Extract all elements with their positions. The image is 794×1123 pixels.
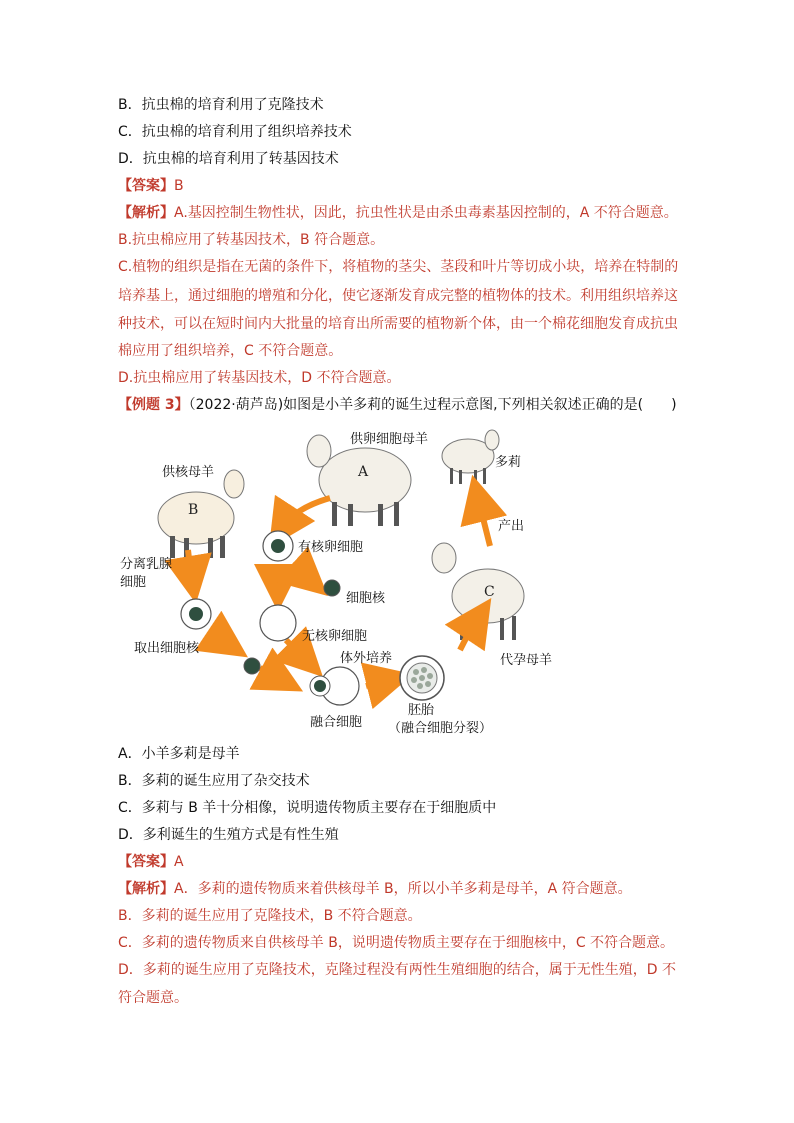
sheep-dolly [442, 430, 499, 484]
explanation-2-line-2: B．多莉的诞生应用了克隆技术，B 不符合题意。 [118, 908, 422, 924]
explanation-1-line-5: 种技术，可以在短时间内大批量的培育出所需要的植物新个体，由一个棉花细胞发育成抗虫 [118, 316, 678, 332]
embryo [400, 656, 444, 700]
explanation-tag: 【解析】 [118, 205, 174, 221]
explanation-1-line-6: 棉应用了组织培养，C 不符合题意。 [118, 343, 343, 359]
label-mammary-2: 细胞 [120, 575, 147, 590]
explanation-2-line-1 [118, 879, 632, 899]
example-tag: 【例题 3】 [118, 397, 189, 413]
enucleated-egg-cell [260, 605, 296, 641]
fused-cell [310, 667, 359, 705]
label-produce: 产出 [498, 519, 525, 534]
example-3-question [118, 395, 677, 415]
dolly-cloning-diagram [110, 418, 670, 740]
label-dolly: 多莉 [495, 455, 522, 470]
answer-value: B [174, 178, 184, 194]
label-b: B [188, 502, 199, 518]
sheep-c-surrogate [432, 543, 524, 640]
label-egg-donor: 供卵细胞母羊 [350, 432, 429, 447]
explanation-1-line-3: C.植物的组织是指在无菌的条件下，将植物的茎尖、茎段和叶片等切成小块，培养在特制的 [118, 259, 679, 275]
label-a: A [358, 464, 369, 480]
option-b-line: B．抗虫棉的培育利用了克隆技术 [118, 97, 324, 113]
explanation-1-line-2: B.抗虫棉应用了转基因技术，B 符合题意。 [118, 232, 385, 248]
sheep-a-egg-donor [307, 435, 411, 526]
choice-c: C．多莉与 B 羊十分相像，说明遗传物质主要存在于细胞质中 [118, 800, 497, 816]
nucleus-cell [324, 580, 340, 596]
label-fused-cell: 融合细胞 [310, 715, 363, 730]
answer-2-tag: 【答案】 [118, 854, 174, 870]
explanation-2-line-3: C．多莉的遗传物质来自供核母羊 B，说明遗传物质主要存在于细胞核中，C 不符合题意。 [118, 935, 675, 951]
explanation-2-line-4: D．多莉的诞生应用了克隆技术，克隆过程没有两性生殖细胞的结合，属于无性生殖，D 不 [118, 962, 677, 978]
explanation-1-line-4: 培养基上，通过细胞的增殖和分化，使它逐渐发育成完整的植物体的技术。利用组织培养这 [118, 288, 678, 304]
option-d-line: D．抗虫棉的培育利用了转基因技术 [118, 151, 339, 167]
explanation-1-line-1 [118, 203, 678, 223]
label-embryo-note: （融合细胞分裂） [388, 721, 493, 736]
label-surrogate: 代孕母羊 [500, 653, 553, 668]
free-nucleus [244, 658, 260, 674]
label-embryo: 胚胎 [408, 703, 435, 718]
explanation-2-line-5: 符合题意。 [118, 990, 188, 1006]
nucleated-egg-cell [263, 531, 293, 561]
label-nucleus-donor: 供核母羊 [162, 465, 215, 480]
label-in-vitro: 体外培养 [340, 651, 393, 666]
label-mammary: 分离乳腺 [120, 557, 173, 572]
choice-a: A．小羊多莉是母羊 [118, 746, 240, 762]
choice-d: D．多利诞生的生殖方式是有性生殖 [118, 827, 339, 843]
explanation-2-text: A．多莉的遗传物质来着供核母羊 B，所以小羊多莉是母羊，A 符合题意。 [174, 881, 632, 897]
answer-tag: 【答案】 [118, 178, 174, 194]
explanation-1-line-7: D.抗虫棉应用了转基因技术，D 不符合题意。 [118, 370, 401, 386]
label-c: C [484, 584, 495, 600]
choice-b: B．多莉的诞生应用了杂交技术 [118, 773, 310, 789]
option-c-line: C．抗虫棉的培育利用了组织培养技术 [118, 124, 352, 140]
label-enucleated-egg: 无核卵细胞 [302, 629, 368, 644]
answer-1 [118, 176, 184, 196]
answer-2-value: A [174, 854, 184, 870]
explanation-2-tag: 【解析】 [118, 881, 174, 897]
sheep-b-nucleus-donor [158, 470, 244, 558]
label-nucleus: 细胞核 [346, 591, 386, 606]
mammary-cell [181, 599, 211, 629]
label-take-nucleus: 取出细胞核 [134, 641, 200, 656]
question-text: （2022·葫芦岛)如图是小羊多莉的诞生过程示意图,下列相关叙述正确的是( ) [188, 397, 677, 413]
explanation-text: A.基因控制生物性状，因此，抗虫性状是由杀虫毒素基因控制的，A 不符合题意。 [174, 205, 678, 221]
label-nucleated-egg: 有核卵细胞 [298, 540, 364, 555]
answer-2 [118, 852, 184, 872]
